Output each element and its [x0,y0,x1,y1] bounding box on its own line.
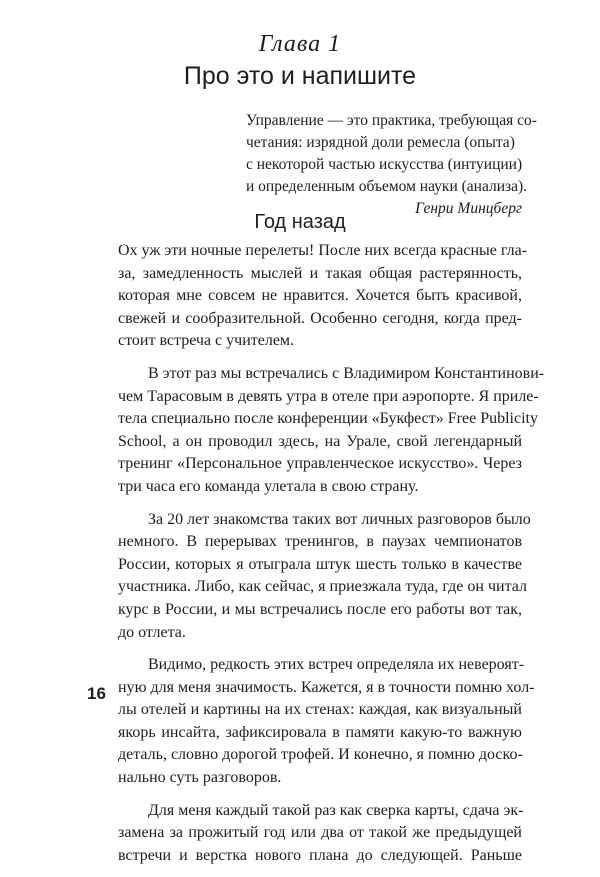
text-line: немного. В перерывах тренингов, в паузах чемпионатов [118,533,522,551]
paragraph [118,509,531,645]
body-text [118,240,545,877]
chapter-label: Глава 1 [258,31,342,57]
text-line: В этот раз мы встречались с Владимиром Константинови- [148,364,545,382]
paragraph [118,800,522,868]
text-line: лы отелей и картины на их стенах: каждая, как визуальный [118,701,522,719]
text-line: которая мне совсем не нравится. Хочется быть красивой, [118,287,522,305]
page-number: 16 [87,684,106,703]
text-line: курс в России, и мы встречались после его работы вот так, [118,600,522,618]
text-line: участника. Либо, как сейчас, я приезжала туда, где он читал [118,578,527,596]
paragraph [118,240,528,353]
text-line: встречи и верстка нового плана до следующей. Раньше [118,846,522,864]
text-line: За 20 лет знакомства таких вот личных разговоров было [148,510,531,528]
epigraph-line: четания: изрядной доли ремесла (опыта) [246,134,515,151]
text-line: деталь, словно дорогой трофей. И конечно, я помню доско- [118,746,523,764]
epigraph-line: с некоторой частью искусства (интуиции) [246,156,523,173]
epigraph-author: Генри Минцберг [415,200,522,217]
text-line: тренинг «Персональное управленческое искусство». Через [118,455,522,473]
text-line: якорь инсайта, зафиксировала в памяти какую-то важную [118,723,522,741]
epigraph [246,110,537,220]
text-line: чем Тарасовым в девять утра в отеле при аэропорте. Я прилe- [118,387,539,405]
text-line: Ох уж эти ночные перелеты! После них всегда красные гла- [118,242,528,259]
text-line: стоит встреча с учителем. [118,332,295,350]
text-line: School, а он проводил здесь, на Урале, свой легендарный [118,432,522,450]
paragraph [118,654,535,790]
chapter-title: Про это и напишите [183,62,417,90]
text-line: Видимо, редкость этих встреч определяла их невероят- [148,656,525,674]
text-line: Для меня каждый такой раз как сверка карты, сдача эк- [148,801,524,819]
text-line: нально суть разговоров. [118,769,282,787]
text-line: три часа его команда улетала в свою страну. [118,477,419,495]
text-line: России, которых я отыграла штук шесть только в качестве [118,555,522,573]
epigraph-line: Управление — это практика, требующая со- [246,112,537,129]
paragraph [118,363,545,499]
text-line: ную для меня значимость. Кажется, я в точности помню хол- [118,678,535,696]
text-line: за, замедленность мыслей и такая общая растерянность, [118,264,522,282]
text-line: свежей и сообразительной. Особенно сегодня, когда пред- [118,309,522,327]
text-line: тела специально после конференции «Букфест» Free Publicity [118,410,538,428]
epigraph-line: и определенным объемом науки (анализа). [246,178,528,195]
section-heading: Год назад [254,211,346,233]
text-line: до отлета. [118,623,186,641]
text-line: замена за прожитый год или два от такой же предыдущей [118,824,522,842]
